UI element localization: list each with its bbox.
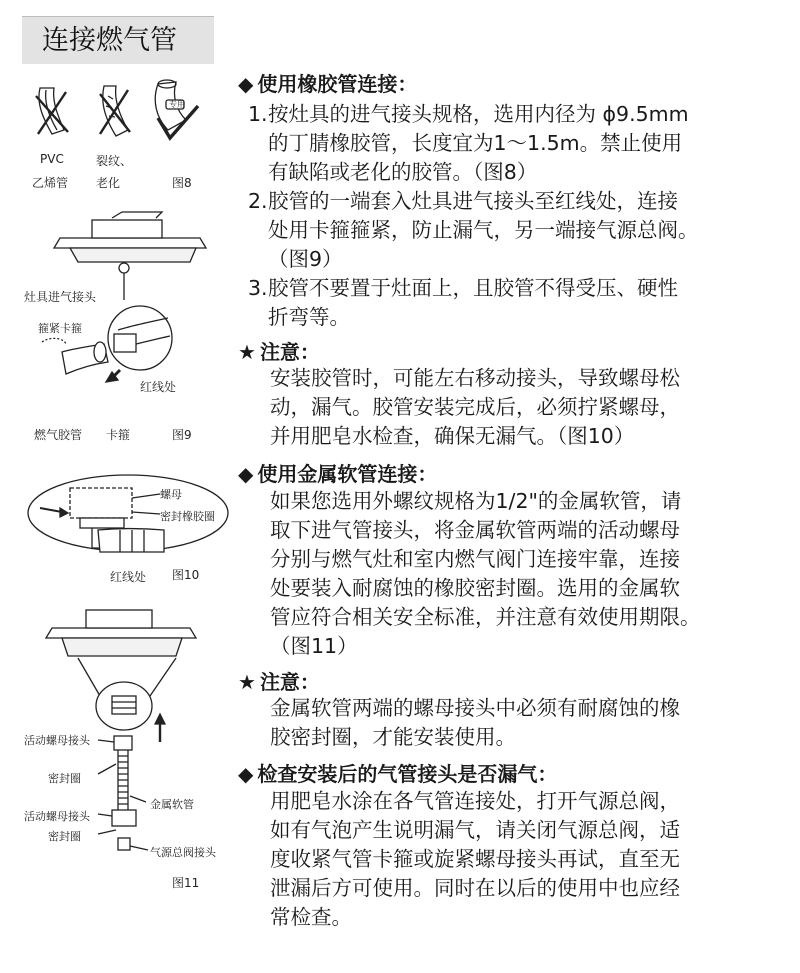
fig9-callout-clamp: 卡箍 (106, 428, 131, 442)
fig11-callout-swivel-nut-top: 活动螺母接头 (24, 734, 90, 747)
heading-text: 注意： (259, 670, 320, 694)
step-number: 1. (248, 102, 268, 126)
star-icon: ★ (238, 670, 256, 694)
rubber-hose-step-1 (248, 100, 689, 129)
rubber-hose-step-3-line-2: 折弯等。 (268, 305, 350, 329)
heading-text: 检查安装后的气管接头是否漏气： (257, 762, 558, 786)
note-1-line-2: 动，漏气。胶管安装完成后，必须拧紧螺母， (270, 395, 680, 419)
step-line: 按灶具的进气接头规格，选用内径为 ϕ9.5mm (268, 102, 689, 126)
fig11-callout-seal-bottom: 密封圈 (48, 830, 81, 843)
note-1-line-3: 并用肥皂水检查，确保无漏气。（图10） (270, 424, 635, 448)
note-1-heading (238, 336, 320, 365)
metal-hose-line-4: 处要装入耐腐蚀的橡胶密封圈。选用的金属软 (270, 576, 680, 600)
fig8-cracked-hose-drawing (100, 86, 130, 136)
rubber-hose-step-2-line-2: 处用卡箍箍紧，防止漏气，另一端接气源总阀。 (268, 218, 699, 242)
section-metal-hose-heading (238, 458, 437, 487)
fig8-caption-aged: 老化 (96, 176, 121, 190)
note-1-line-1: 安装胶管时，可能左右移动接头，导致螺母松 (270, 366, 680, 390)
fig11-label: 图11 (172, 876, 200, 890)
rubber-hose-step-3 (248, 274, 678, 303)
metal-hose-line-5: 管应符合相关安全标准，并注意有效使用期限。 (270, 605, 701, 629)
step-line: 胶管不要置于灶面上，且胶管不得受压、硬性 (268, 276, 678, 300)
fig8-label: 图8 (172, 176, 192, 190)
fig11-callout-swivel-nut-bottom: 活动螺母接头 (24, 810, 90, 823)
fig9-callout-inlet: 灶具进气接头 (24, 290, 97, 304)
leak-check-line-3: 度收紧气管卡箍或旋紧螺母接头再试，直至无 (270, 847, 680, 871)
fig8-pvc-hose-drawing (36, 88, 68, 134)
note-2-heading (238, 666, 320, 695)
fig8-caption-pvc-type: 乙烯管 (32, 176, 69, 190)
fig8-caption-cracked: 裂纹、 (96, 154, 133, 168)
fig11-burner-drawing (46, 610, 196, 742)
fig11-metal-hose-drawing (98, 736, 148, 850)
fig10-callout-nut: 螺母 (160, 488, 182, 501)
fig8-caption-pvc: PVC (40, 152, 64, 166)
page-title: 连接燃气管 (22, 16, 214, 64)
step-number: 2. (248, 189, 268, 213)
leak-check-line-5: 常检查。 (270, 905, 352, 929)
heading-text: 注意： (259, 340, 320, 364)
leak-check-line-1: 用肥皂水涂在各气管连接处，打开气源总阀， (270, 789, 680, 813)
fig9-callout-tighten-clamp: 箍紧卡箍 (38, 322, 82, 335)
fig9-callout-red-line: 红线处 (140, 380, 177, 394)
fig9-hose-detail (42, 306, 172, 382)
fig10-callout-red-line: 红线处 (110, 570, 147, 584)
metal-hose-line-3: 分别与燃气灶和室内燃气阀门连接牢靠，连接 (270, 547, 680, 571)
note-2-line-2: 胶密封圈，才能安装使用。 (270, 725, 516, 749)
diamond-icon: ◆ (238, 462, 254, 486)
diamond-icon: ◆ (238, 762, 254, 786)
metal-hose-line-1: 如果您选用外螺纹规格为1/2"的金属软管，请 (270, 489, 682, 513)
section-leak-check-heading (238, 758, 557, 787)
heading-text: 使用橡胶管连接： (257, 72, 418, 96)
note-2-line-1: 金属软管两端的螺母接头中必须有耐腐蚀的橡 (270, 696, 680, 720)
fig11-callout-valve-connector: 气源总阀接头 (150, 846, 216, 859)
rubber-hose-step-2-line-3: （图9） (268, 247, 343, 271)
leak-check-line-4: 泄漏后方可使用。同时在以后的使用中也应经 (270, 876, 680, 900)
step-number: 3. (248, 276, 268, 300)
fig9-burner-drawing (54, 212, 206, 300)
step-line: 胶管的一端套入灶具进气接头至红线处，连接 (268, 189, 678, 213)
fig9-callout-gas-hose: 燃气胶管 (34, 428, 83, 442)
star-icon: ★ (238, 340, 256, 364)
diamond-icon: ◆ (238, 72, 254, 96)
fig11-callout-metal-hose: 金属软管 (150, 798, 194, 811)
metal-hose-line-2: 取下进气管接头，将金属软管两端的活动螺母 (270, 518, 680, 542)
fig8-dedicated-tag: 专用 (169, 100, 185, 109)
rubber-hose-step-2 (248, 187, 678, 216)
section-rubber-hose-heading (238, 68, 417, 97)
heading-text: 使用金属软管连接： (257, 462, 438, 486)
figure-drawings (0, 0, 250, 973)
leak-check-line-2: 如有气泡产生说明漏气，请关闭气源总阀，适 (270, 818, 680, 842)
rubber-hose-step-1-line-2: 的丁腈橡胶管，长度宜为1～1.5m。禁止使用 (268, 131, 683, 155)
fig11-callout-seal-top: 密封圈 (48, 772, 81, 785)
fig10-callout-rubber-seal: 密封橡胶圈 (160, 510, 215, 523)
fig9-label: 图9 (172, 428, 192, 442)
fig10-label: 图10 (172, 568, 200, 582)
illustration-column (0, 0, 250, 973)
metal-hose-line-6: （图11） (270, 634, 358, 658)
rubber-hose-step-1-line-3: 有缺陷或老化的胶管。（图8） (268, 160, 538, 184)
